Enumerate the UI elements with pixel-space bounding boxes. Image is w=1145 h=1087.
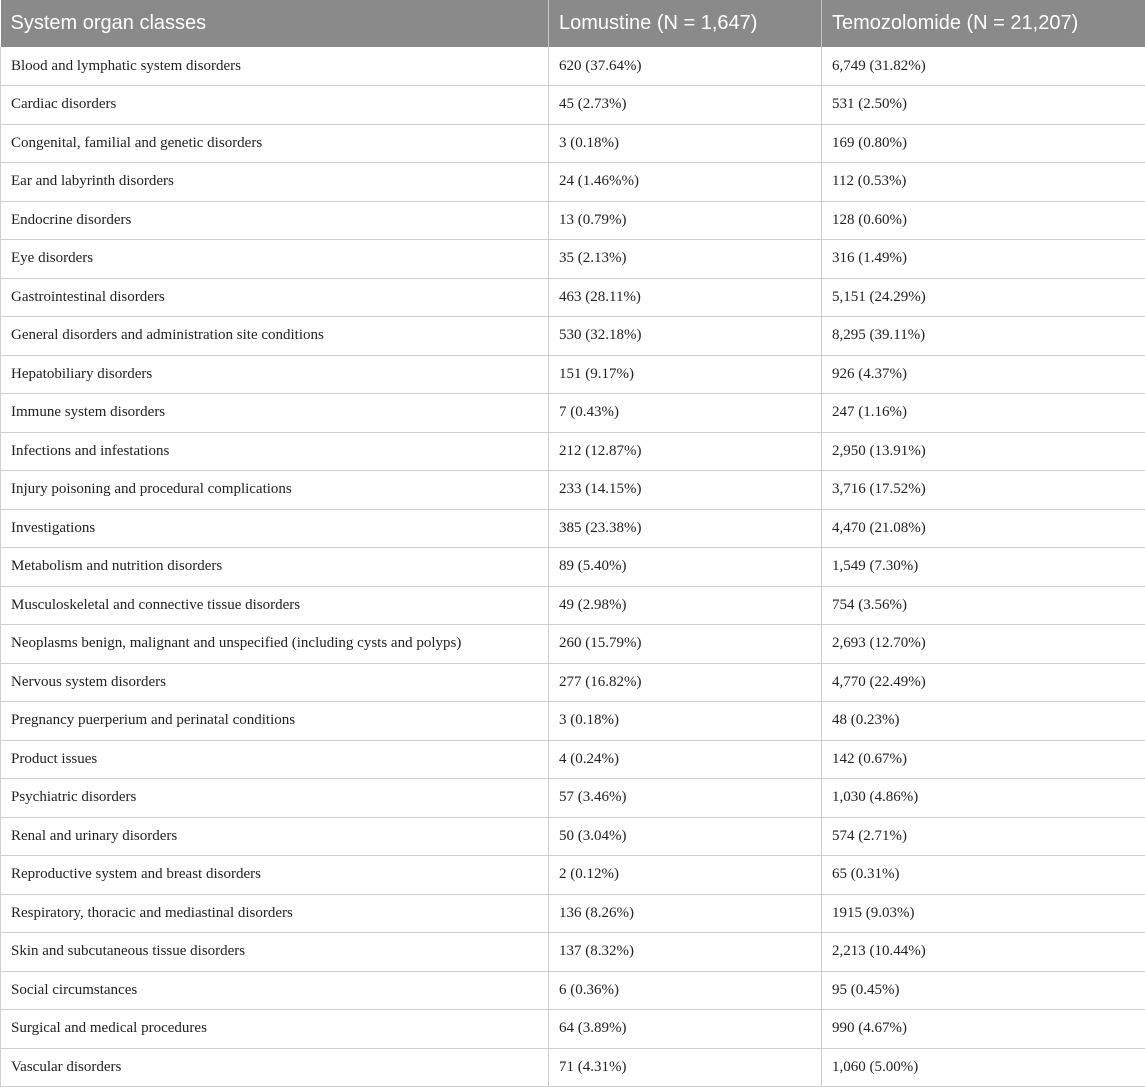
cell-system-organ-class: Pregnancy puerperium and perinatal conditions (1, 702, 549, 741)
cell-system-organ-class: Respiratory, thoracic and mediastinal disorders (1, 894, 549, 933)
table-row (1, 394, 1145, 433)
cell-lomustine: 45 (2.73%) (549, 86, 822, 125)
cell-temozolomide: 531 (2.50%) (822, 86, 1145, 125)
cell-lomustine: 212 (12.87%) (549, 432, 822, 471)
cell-system-organ-class: Endocrine disorders (1, 201, 549, 240)
cell-temozolomide: 48 (0.23%) (822, 702, 1145, 741)
cell-system-organ-class: Nervous system disorders (1, 663, 549, 702)
cell-system-organ-class: Psychiatric disorders (1, 779, 549, 818)
cell-lomustine: 4 (0.24%) (549, 740, 822, 779)
table-row (1, 586, 1145, 625)
cell-temozolomide: 1915 (9.03%) (822, 894, 1145, 933)
cell-lomustine: 136 (8.26%) (549, 894, 822, 933)
cell-temozolomide: 5,151 (24.29%) (822, 278, 1145, 317)
cell-lomustine: 13 (0.79%) (549, 201, 822, 240)
cell-system-organ-class: Cardiac disorders (1, 86, 549, 125)
cell-lomustine: 233 (14.15%) (549, 471, 822, 510)
cell-system-organ-class: Investigations (1, 509, 549, 548)
cell-temozolomide: 1,549 (7.30%) (822, 548, 1145, 587)
table-row (1, 779, 1145, 818)
cell-system-organ-class: Surgical and medical procedures (1, 1010, 549, 1049)
cell-lomustine: 35 (2.13%) (549, 240, 822, 279)
table-row (1, 625, 1145, 664)
table-row (1, 355, 1145, 394)
cell-system-organ-class: Neoplasms benign, malignant and unspecified (including cysts and polyps) (1, 625, 549, 664)
table-row (1, 663, 1145, 702)
table-row (1, 933, 1145, 972)
cell-temozolomide: 3,716 (17.52%) (822, 471, 1145, 510)
cell-system-organ-class: Eye disorders (1, 240, 549, 279)
cell-system-organ-class: Gastrointestinal disorders (1, 278, 549, 317)
table-row (1, 856, 1145, 895)
table-row (1, 740, 1145, 779)
table-row (1, 240, 1145, 279)
cell-temozolomide: 4,470 (21.08%) (822, 509, 1145, 548)
cell-temozolomide: 2,950 (13.91%) (822, 432, 1145, 471)
cell-temozolomide: 6,749 (31.82%) (822, 47, 1145, 86)
cell-lomustine: 620 (37.64%) (549, 47, 822, 86)
cell-lomustine: 277 (16.82%) (549, 663, 822, 702)
cell-temozolomide: 8,295 (39.11%) (822, 317, 1145, 356)
table-row (1, 86, 1145, 125)
table-row (1, 509, 1145, 548)
cell-system-organ-class: Metabolism and nutrition disorders (1, 548, 549, 587)
cell-system-organ-class: Blood and lymphatic system disorders (1, 47, 549, 86)
cell-system-organ-class: Renal and urinary disorders (1, 817, 549, 856)
cell-system-organ-class: General disorders and administration site conditions (1, 317, 549, 356)
cell-lomustine: 260 (15.79%) (549, 625, 822, 664)
cell-system-organ-class: Skin and subcutaneous tissue disorders (1, 933, 549, 972)
cell-lomustine: 3 (0.18%) (549, 124, 822, 163)
cell-system-organ-class: Infections and infestations (1, 432, 549, 471)
table-row (1, 201, 1145, 240)
cell-lomustine: 2 (0.12%) (549, 856, 822, 895)
cell-lomustine: 64 (3.89%) (549, 1010, 822, 1049)
table-row (1, 1010, 1145, 1049)
cell-system-organ-class: Immune system disorders (1, 394, 549, 433)
cell-temozolomide: 926 (4.37%) (822, 355, 1145, 394)
cell-system-organ-class: Injury poisoning and procedural complications (1, 471, 549, 510)
cell-system-organ-class: Product issues (1, 740, 549, 779)
header-temozolomide: Temozolomide (N = 21,207) (822, 0, 1145, 47)
header-system-organ-classes: System organ classes (1, 0, 549, 47)
header-lomustine: Lomustine (N = 1,647) (549, 0, 822, 47)
cell-lomustine: 530 (32.18%) (549, 317, 822, 356)
header-row (1, 0, 1145, 47)
cell-temozolomide: 112 (0.53%) (822, 163, 1145, 202)
table-row (1, 317, 1145, 356)
table-row (1, 47, 1145, 86)
table-row (1, 1048, 1145, 1087)
table-row (1, 471, 1145, 510)
table-row (1, 702, 1145, 741)
cell-lomustine: 24 (1.46%%) (549, 163, 822, 202)
cell-lomustine: 57 (3.46%) (549, 779, 822, 818)
table-row (1, 124, 1145, 163)
cell-temozolomide: 95 (0.45%) (822, 971, 1145, 1010)
cell-system-organ-class: Congenital, familial and genetic disorders (1, 124, 549, 163)
cell-lomustine: 151 (9.17%) (549, 355, 822, 394)
cell-lomustine: 137 (8.32%) (549, 933, 822, 972)
cell-temozolomide: 4,770 (22.49%) (822, 663, 1145, 702)
cell-system-organ-class: Reproductive system and breast disorders (1, 856, 549, 895)
cell-lomustine: 463 (28.11%) (549, 278, 822, 317)
table-body (1, 47, 1145, 1087)
table-row (1, 971, 1145, 1010)
cell-lomustine: 49 (2.98%) (549, 586, 822, 625)
cell-temozolomide: 316 (1.49%) (822, 240, 1145, 279)
table-row (1, 817, 1145, 856)
cell-temozolomide: 1,060 (5.00%) (822, 1048, 1145, 1087)
table-row (1, 894, 1145, 933)
cell-lomustine: 385 (23.38%) (549, 509, 822, 548)
cell-lomustine: 7 (0.43%) (549, 394, 822, 433)
cell-temozolomide: 142 (0.67%) (822, 740, 1145, 779)
cell-temozolomide: 2,213 (10.44%) (822, 933, 1145, 972)
cell-system-organ-class: Ear and labyrinth disorders (1, 163, 549, 202)
cell-temozolomide: 574 (2.71%) (822, 817, 1145, 856)
cell-system-organ-class: Social circumstances (1, 971, 549, 1010)
cell-lomustine: 50 (3.04%) (549, 817, 822, 856)
table-row (1, 163, 1145, 202)
table-header (1, 0, 1145, 47)
cell-lomustine: 3 (0.18%) (549, 702, 822, 741)
cell-temozolomide: 169 (0.80%) (822, 124, 1145, 163)
table-row (1, 548, 1145, 587)
cell-system-organ-class: Musculoskeletal and connective tissue disorders (1, 586, 549, 625)
cell-temozolomide: 2,693 (12.70%) (822, 625, 1145, 664)
cell-lomustine: 89 (5.40%) (549, 548, 822, 587)
table-row (1, 278, 1145, 317)
cell-system-organ-class: Vascular disorders (1, 1048, 549, 1087)
cell-temozolomide: 65 (0.31%) (822, 856, 1145, 895)
cell-lomustine: 6 (0.36%) (549, 971, 822, 1010)
cell-temozolomide: 990 (4.67%) (822, 1010, 1145, 1049)
table-row (1, 432, 1145, 471)
cell-temozolomide: 247 (1.16%) (822, 394, 1145, 433)
cell-temozolomide: 754 (3.56%) (822, 586, 1145, 625)
cell-lomustine: 71 (4.31%) (549, 1048, 822, 1087)
cell-temozolomide: 1,030 (4.86%) (822, 779, 1145, 818)
cell-system-organ-class: Hepatobiliary disorders (1, 355, 549, 394)
cell-temozolomide: 128 (0.60%) (822, 201, 1145, 240)
